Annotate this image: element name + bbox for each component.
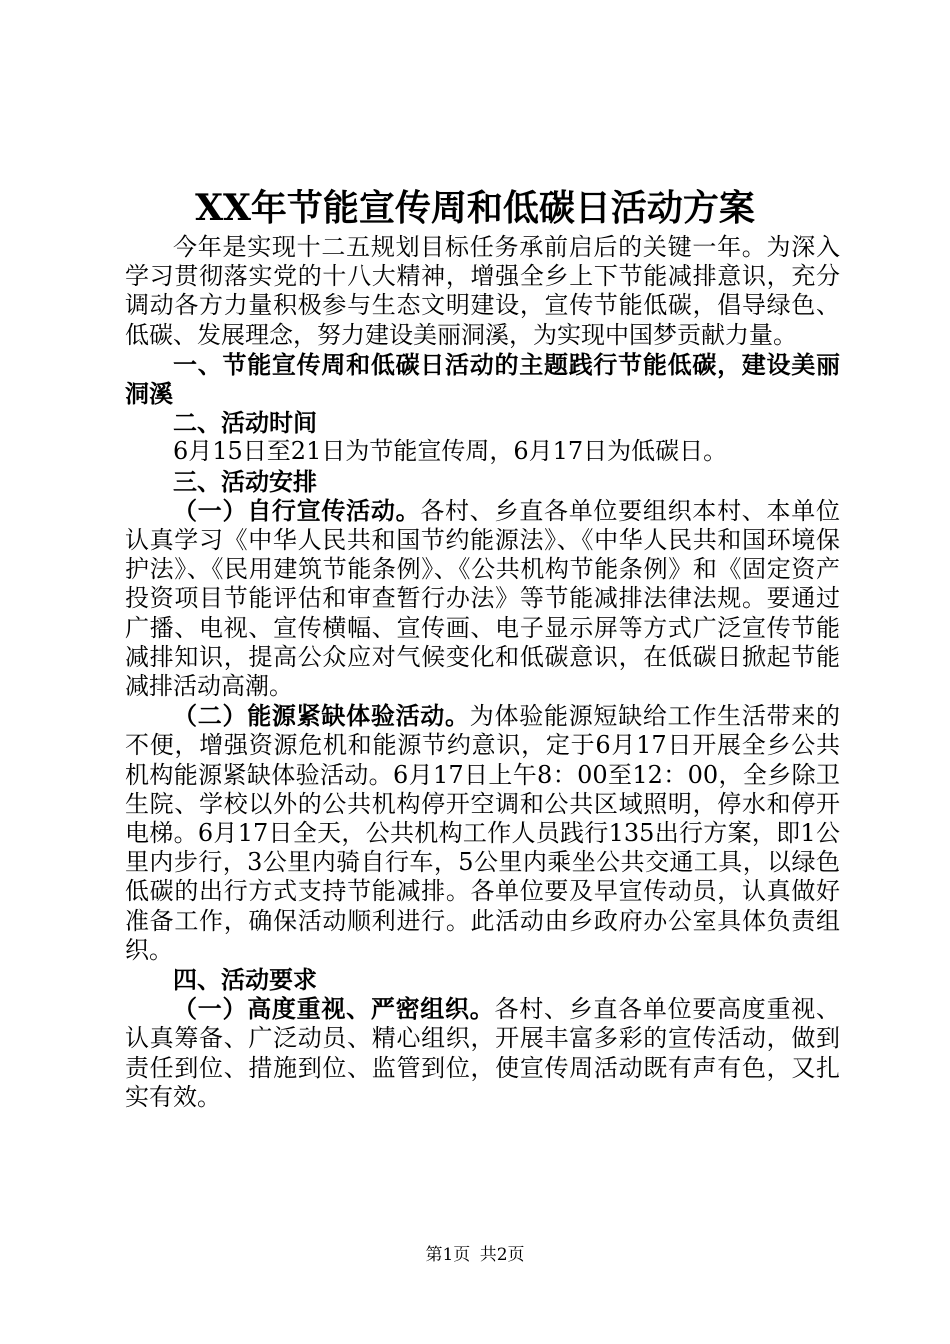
section3-heading: 三、活动安排 (173, 466, 317, 496)
section4-item1-text: 各村、乡直各单位要高度重视、认真筹备、广泛动员、精心组织，开展丰富多彩的宣传活动，做到责任到位、措施到位、监管到位，使宣传周活动既有声有色，又扎实有效。 (125, 995, 840, 1111)
section3-item1-paragraph (125, 496, 840, 701)
document-body (125, 233, 840, 1112)
section3-item1-lead: （一）自行宣传活动。 (173, 495, 421, 525)
section3-item1-text: 各村、乡直各单位要组织本村、本单位认真学习《中华人民共和国节约能源法》、《中华人民共和国环境保护法》、《民用建筑节能条例》、《公共机构节能条例》和《固定资产投资项目节能评估和审查暂行办法》等节能减排法律法规。要通过广播、电视、宣传横幅、宣传画、电子显示屏等方式广泛宣传节能减排知识，提高公众应对气候变化和低碳意识，在低碳日掀起节能减排活动高潮。 (125, 496, 841, 701)
intro-paragraph: 今年是实现十二五规划目标任务承前启后的关键一年。为深入学习贯彻落实党的十八大精神，增强全乡上下节能减排意识，充分调动各方力量积极参与生态文明建设，宣传节能低碳，倡导绿色、低碳、发展理念，努力建设美丽洞溪，为实现中国梦贡献力量。 (125, 233, 840, 349)
section3-item2-paragraph (125, 701, 840, 965)
section3-item2-lead: （二）能源紧缺体验活动。 (173, 701, 470, 731)
section2-heading: 二、活动时间 (173, 408, 317, 438)
section2-text: 6月15日至21日为节能宣传周，6月17日为低碳日。 (173, 437, 728, 466)
section4-heading: 四、活动要求 (173, 965, 317, 995)
section4-item1-paragraph (125, 994, 840, 1112)
document-title: XX年节能宣传周和低碳日活动方案 (195, 187, 755, 229)
page-total: 共2页 (479, 1245, 525, 1265)
section3-item2-text: 为体验能源短缺给工作生活带来的不便，增强资源危机和能源节约意识，定于6月17日开展全乡公共机构能源紧缺体验活动。6月17日上午8：00至12：00，全乡除卫生院、学校以外的公共机构停开空调和公共区域照明，停水和停开电梯。6月17日全天，公共机构工作人员践行135出行方案，即1公里内步行，3公里内骑自行车，5公里内乘坐公共交通工具，以绿色低碳的出行方式支持节能减排。各单位要及早宣传动员，认真做好准备工作，确保活动顺利进行。此活动由乡政府办公室具体负责组织。 (125, 702, 841, 964)
page-number: 第1页 (425, 1245, 471, 1265)
page-footer (0, 1243, 950, 1267)
section1-heading: 一、节能宣传周和低碳日活动的主题践行节能低碳，建设美丽洞溪 (125, 349, 840, 409)
section4-item1-lead: （一）高度重视、严密组织。 (173, 994, 495, 1024)
